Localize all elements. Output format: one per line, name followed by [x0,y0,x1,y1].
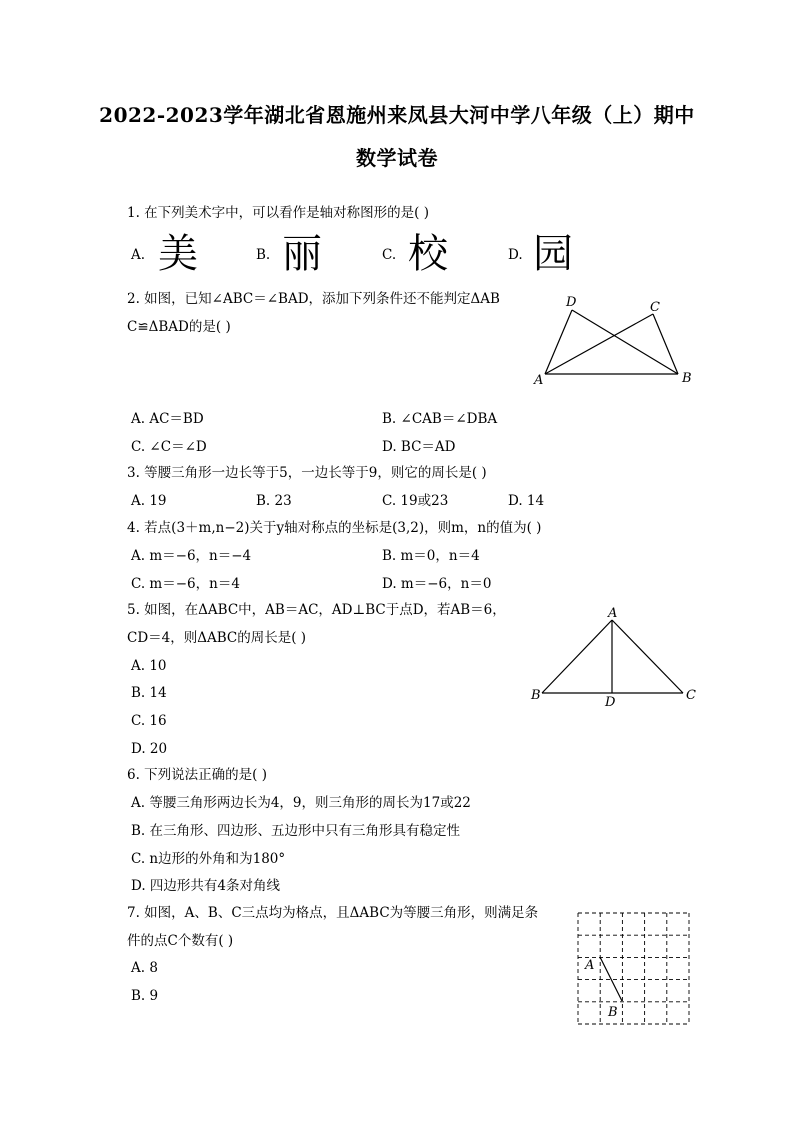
q5-figure [528,605,703,710]
q1-option-a-label: A. [131,247,146,263]
q2-option-b: B. ∠CAB＝∠DBA [382,411,498,427]
q5-option-b: B. 14 [131,685,167,701]
q6-option-c: C. n边形的外角和为180° [131,851,286,867]
q4-option-d: D. m＝−6，n＝0 [382,576,492,592]
q2-option-a: A. AC＝BD [131,411,204,427]
q4-option-b: B. m＝0，n＝4 [382,548,480,564]
q1-option-c-char: 校 [408,231,448,277]
q3-option-a: A. 19 [131,493,167,509]
q5-label-c: C [686,688,696,703]
q2-stem-line2: C≌ΔBAD的是( ) [127,319,231,335]
exam-title-line1: 2022-2023学年湖北省恩施州来凤县大河中学八年级（上）期中 [99,103,695,127]
q1-stem: 1. 在下列美术字中，可以看作是轴对称图形的是( ) [127,205,429,221]
q6-option-b: B. 在三角形、四边形、五边形中只有三角形具有稳定性 [131,823,461,839]
q1-option-b-char: 丽 [282,231,322,277]
q4-stem: 4. 若点(3＋m,n−2)关于y轴对称点的坐标是(3,2)，则m，n的值为( ) [127,520,542,536]
q2-label-d: D [566,295,577,310]
q5-option-c: C. 16 [131,713,167,729]
q4-option-a: A. m＝−6，n＝−4 [131,548,252,564]
q5-line-ac [612,620,683,693]
q1-option-d-char: 园 [533,231,573,277]
q5-label-a: A [608,606,618,621]
q1-option-c-label: C. [382,247,397,263]
q7-figure [570,905,695,1030]
q3-option-b: B. 23 [256,493,292,509]
q2-option-d: D. BC＝AD [382,439,456,455]
q3-stem: 3. 等腰三角形一边长等于5，一边长等于9，则它的周长是( ) [127,465,487,481]
q2-label-c: C [650,300,660,315]
q1-option-b-label: B. [256,247,271,263]
q6-stem: 6. 下列说法正确的是( ) [127,767,267,783]
q7-stem-line1: 7. 如图，A、B、C三点均为格点，且ΔABC为等腰三角形，则满足条 [127,905,539,921]
q5-line-ab [542,620,612,693]
q2-label-a: A [534,373,544,388]
q2-line-bd [572,310,678,374]
q5-option-d: D. 20 [131,741,168,757]
q3-option-d: D. 14 [508,493,545,509]
q2-figure [530,292,700,392]
q2-line-ad [545,310,572,374]
q1-option-a-char: 美 [158,231,198,277]
exam-title-line2: 数学试卷 [356,146,438,170]
q2-stem-line1: 2. 如图，已知∠ABC＝∠BAD，添加下列条件还不能判定ΔAB [127,291,500,307]
q7-grid-lines [578,913,689,1024]
q2-label-b: B [682,371,692,386]
q1-option-d-label: D. [508,247,523,263]
q7-label-a: A [585,958,595,973]
q2-line-ac [545,314,653,374]
q7-label-b: B [608,1005,618,1020]
q7-option-a: A. 8 [131,960,158,976]
q2-option-c: C. ∠C＝∠D [131,439,207,455]
q7-segment-ab [600,957,622,1001]
q7-stem-line2: 件的点C个数有( ) [127,933,234,949]
q5-stem-line1: 5. 如图，在ΔABC中，AB＝AC，AD⊥BC于点D，若AB＝6， [127,602,506,618]
q6-option-a: A. 等腰三角形两边长为4，9，则三角形的周长为17或22 [131,795,471,811]
q5-option-a: A. 10 [131,658,167,674]
q5-stem-line2: CD＝4，则ΔABC的周长是( ) [127,630,307,646]
q3-option-c: C. 19或23 [382,493,449,509]
q6-option-d: D. 四边形共有4条对角线 [131,878,281,894]
q2-line-bc [653,314,678,374]
q4-option-c: C. m＝−6，n＝4 [131,576,240,592]
q5-label-b: B [531,688,541,703]
q5-label-d: D [605,695,616,710]
q7-option-b: B. 9 [131,988,159,1004]
